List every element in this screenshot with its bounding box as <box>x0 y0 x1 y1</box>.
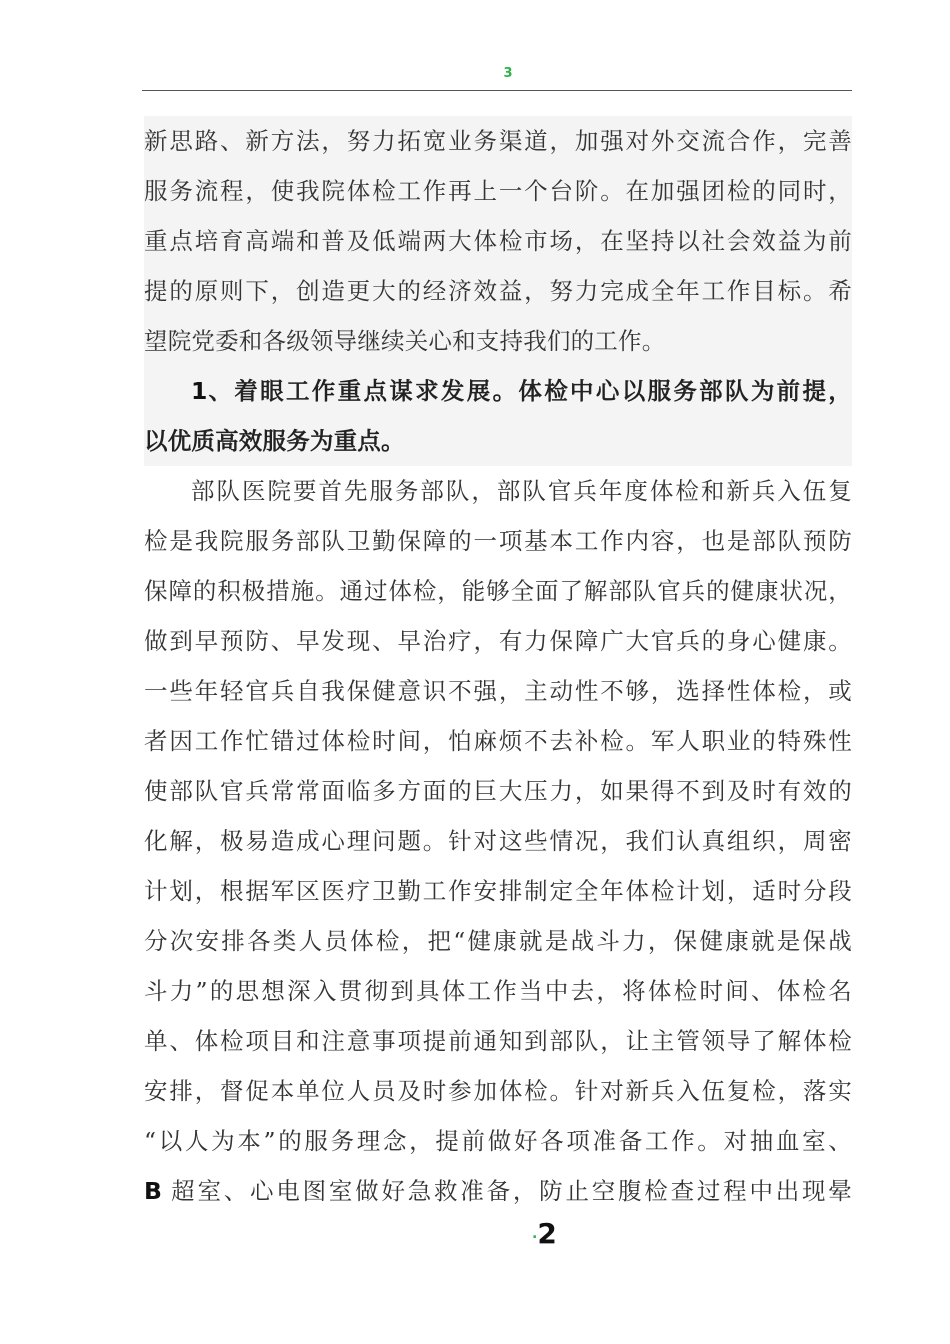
text-line: 者因工作忙错过体检时间，怕麻烦不去补检。军人职业的特殊性 <box>144 727 852 755</box>
page-number <box>532 1218 557 1250</box>
text-line: 保障的积极措施。通过体检，能够全面了解部队官兵的健康状况， <box>144 577 852 605</box>
text-line <box>144 1166 852 1216</box>
text-line: 计划，根据军区医疗卫勤工作安排制定全年体检计划，适时分段 <box>144 877 852 905</box>
heading-number: 1 <box>191 377 207 405</box>
text-line: 提的原则下，创造更大的经济效益，努力完成全年工作目标。希 <box>144 277 852 305</box>
text-line: 安排，督促本单位人员及时参加体检。针对新兵入伍复检，落实 <box>144 1077 852 1105</box>
heading-text: 、着眼工作重点谋求发展。体检中心以服务部队为前提， <box>206 377 852 405</box>
text-line: 分次安排各类人员体检，把“健康就是战斗力，保健康就是保战 <box>144 927 852 955</box>
text-line: 检是我院服务部队卫勤保障的一项基本工作内容，也是部队预防 <box>144 527 852 555</box>
text-line: 部队医院要首先服务部队，部队官兵年度体检和新兵入伍复 <box>191 477 852 505</box>
page-number-value: 2 <box>537 1217 557 1250</box>
text-line: 重点培育高端和普及低端两大体检市场，在坚持以社会效益为前 <box>144 227 852 255</box>
header-divider <box>142 90 852 91</box>
b-ultrasound-letter: B <box>144 1177 161 1205</box>
text-line: 斗力”的思想深入贯彻到具体工作当中去，将体检时间、体检名 <box>144 977 852 1005</box>
page-number-dot: . <box>532 1226 538 1242</box>
paragraph-intro <box>144 116 852 366</box>
text-line: 一些年轻官兵自我保健意识不强，主动性不够，选择性体检，或 <box>144 677 852 705</box>
heading-line: 以优质高效服务为重点。 <box>144 427 405 455</box>
text-line: “以人为本”的服务理念，提前做好各项准备工作。对抽血室、 <box>144 1127 852 1155</box>
text-line: 单、体检项目和注意事项提前通知到部队，让主管领导了解体检 <box>144 1027 852 1055</box>
document-body <box>144 116 852 1216</box>
text-line-rest: 超室、心电图室做好急救准备，防止空腹检查过程中出现晕 <box>160 1177 852 1205</box>
text-line: 做到早预防、早发现、早治疗，有力保障广大官兵的身心健康。 <box>144 627 852 655</box>
section-heading <box>144 366 852 466</box>
text-line: 服务流程，使我院体检工作再上一个台阶。在加强团检的同时， <box>144 177 852 205</box>
text-line: 新思路、新方法，努力拓宽业务渠道，加强对外交流合作，完善 <box>144 127 852 155</box>
text-line: 使部队官兵常常面临多方面的巨大压力，如果得不到及时有效的 <box>144 777 852 805</box>
text-line: 化解，极易造成心理问题。针对这些情况，我们认真组织，周密 <box>144 827 852 855</box>
paragraph-main <box>144 466 852 1216</box>
text-line: 望院党委和各级领导继续关心和支持我们的工作。 <box>144 327 666 355</box>
heading-line <box>144 366 852 416</box>
header-page-mark: 3 <box>503 66 513 81</box>
